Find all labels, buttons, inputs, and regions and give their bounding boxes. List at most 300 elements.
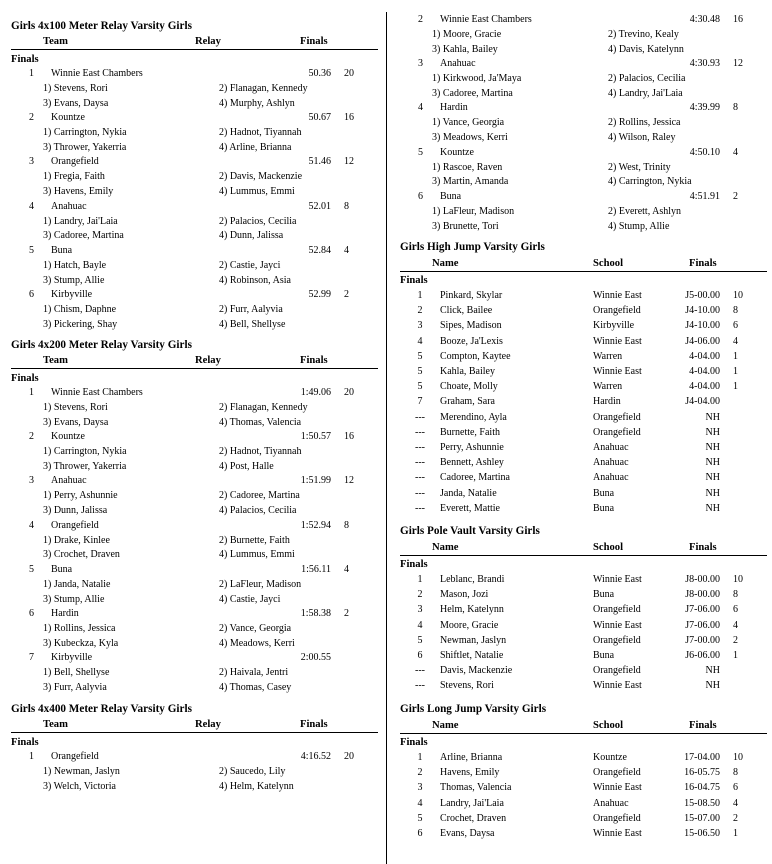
- athlete-name: Havens, Emily: [440, 767, 500, 779]
- points: 4: [344, 563, 349, 575]
- runner: 1) Vance, Georgia: [432, 117, 505, 129]
- school: Hardin: [593, 396, 621, 408]
- mark: 16-04.75: [684, 782, 720, 794]
- team-name: Kirbyville: [51, 652, 93, 664]
- mark: NH: [705, 442, 720, 453]
- mark: NH: [705, 457, 720, 469]
- col-header-team: Team: [43, 355, 68, 366]
- col-header-team: Team: [43, 36, 68, 47]
- runner: 4) Palacios, Cecilia: [219, 505, 297, 517]
- relay-time: 4:39.99: [689, 102, 720, 114]
- athlete-name: Newman, Jaslyn: [440, 634, 507, 646]
- place: ---: [415, 442, 425, 453]
- col-header-name: Name: [432, 720, 459, 731]
- athlete-name: Davis, Mackenzie: [440, 665, 513, 677]
- points: 16: [344, 112, 354, 124]
- team-name: Orangefield: [51, 751, 99, 762]
- mark: J8-00.00: [685, 574, 720, 585]
- school: Anahuac: [593, 797, 629, 809]
- athlete-name: Stevens, Rori: [440, 680, 494, 692]
- school: Winnie East: [593, 828, 642, 839]
- place: 1: [29, 387, 34, 398]
- place: 1: [417, 752, 423, 763]
- runner: 1) Rascoe, Raven: [432, 161, 503, 173]
- place: ---: [415, 502, 425, 514]
- event-title: Girls High Jump Varsity Girls: [400, 241, 545, 253]
- team-name: Hardin: [440, 102, 468, 114]
- place: 7: [29, 652, 34, 664]
- points: 10: [733, 574, 743, 585]
- points: 16: [733, 14, 743, 25]
- points: 1: [733, 366, 738, 377]
- runner: 3) Evans, Daysa: [43, 416, 109, 428]
- athlete-name: Booze, Ja'Lexis: [440, 335, 503, 347]
- school: Winnie East: [593, 782, 642, 794]
- athlete-name: Perry, Ashunnie: [440, 442, 504, 453]
- runner: 2) Burnette, Faith: [219, 534, 290, 546]
- mark: NH: [705, 665, 720, 677]
- round-label: Finals: [400, 275, 428, 286]
- runner: 2) Hadnot, Tiyannah: [219, 127, 302, 139]
- points: 16: [344, 431, 354, 443]
- school: Winnie East: [593, 680, 642, 692]
- points: 2: [733, 634, 738, 646]
- col-header-name: Name: [432, 542, 459, 553]
- round-label: Finals: [11, 373, 39, 384]
- place: ---: [415, 665, 425, 677]
- runner: 2) Castie, Jayci: [219, 259, 281, 271]
- col-header-school: School: [593, 720, 624, 731]
- place: 3: [29, 475, 34, 487]
- school: Orangefield: [593, 812, 641, 824]
- place: 2: [417, 767, 423, 779]
- points: 4: [733, 797, 738, 809]
- runner: 2) Flanagan, Kennedy: [219, 402, 308, 413]
- runner: 4) Lummus, Emmi: [219, 549, 295, 561]
- school: Anahuac: [593, 457, 629, 469]
- points: 20: [344, 68, 354, 79]
- place: 3: [417, 782, 423, 794]
- relay-time: 52.84: [308, 244, 331, 256]
- points: 2: [344, 289, 349, 300]
- runner: 1) Janda, Natalie: [43, 578, 111, 590]
- col-header-name: Name: [432, 258, 459, 269]
- relay-time: 2:00.55: [300, 652, 331, 664]
- runner: 2) Hadnot, Tiyannah: [219, 446, 302, 458]
- points: 12: [344, 475, 354, 487]
- place: 3: [417, 320, 423, 332]
- school: Orangefield: [593, 604, 641, 616]
- round-label: Finals: [11, 54, 39, 65]
- place: 5: [417, 812, 423, 824]
- event-title: Girls Pole Vault Varsity Girls: [400, 525, 540, 537]
- mark: 4-04.00: [689, 350, 720, 362]
- runner: 4) Meadows, Kerri: [219, 637, 295, 649]
- points: 10: [733, 290, 743, 301]
- school: Orangefield: [593, 426, 641, 438]
- header-rule: [11, 732, 378, 733]
- school: Winnie East: [593, 366, 642, 377]
- place: 1: [29, 68, 34, 79]
- athlete-name: Helm, Katelynn: [440, 604, 504, 616]
- place: 7: [417, 396, 423, 408]
- team-name: Winnie East Chambers: [51, 68, 143, 79]
- runner: 1) Kirkwood, Ja'Maya: [432, 73, 522, 85]
- mark: J4-04.00: [685, 396, 720, 408]
- relay-time: 1:51.99: [300, 475, 331, 487]
- place: 3: [29, 156, 34, 168]
- runner: 4) Carrington, Nykia: [608, 176, 692, 188]
- athlete-name: Janda, Natalie: [440, 487, 497, 499]
- athlete-name: Mason, Jozi: [440, 589, 489, 601]
- school: Orangefield: [593, 767, 641, 779]
- runner: 3) Furr, Aalyvia: [43, 681, 107, 693]
- team-name: Winnie East Chambers: [51, 387, 143, 398]
- place: 6: [418, 190, 423, 202]
- team-name: Buna: [440, 190, 462, 202]
- runner: 4) Wilson, Raley: [608, 132, 676, 144]
- runner: 2) Vance, Georgia: [219, 623, 292, 634]
- col-header-finals: Finals: [689, 720, 717, 731]
- points: 1: [733, 350, 738, 362]
- col-header-finals: Finals: [689, 542, 717, 553]
- mark: 4-04.00: [689, 366, 720, 377]
- points: 4: [344, 244, 349, 256]
- relay-time: 52.01: [308, 200, 331, 212]
- runner: 4) Arline, Brianna: [219, 141, 292, 153]
- place: 4: [417, 797, 423, 809]
- runner: 3) Stump, Allie: [43, 593, 105, 605]
- runner: 4) Davis, Katelynn: [608, 43, 684, 55]
- runner: 4) Helm, Katelynn: [219, 780, 294, 792]
- col-header-finals: Finals: [300, 355, 328, 366]
- runner: 1) Moore, Gracie: [432, 29, 502, 40]
- athlete-name: Shiftlet, Natalie: [440, 650, 504, 661]
- place: 3: [417, 604, 423, 616]
- relay-time: 4:30.48: [689, 14, 720, 25]
- place: 1: [417, 290, 423, 301]
- place: 6: [417, 828, 423, 839]
- runner: 4) Dunn, Jalissa: [219, 230, 284, 242]
- mark: J4-10.00: [685, 305, 720, 317]
- school: Anahuac: [593, 472, 629, 484]
- runner: 2) Palacios, Cecilia: [219, 215, 297, 227]
- mark: J7-06.00: [685, 619, 720, 631]
- runner: 2) Saucedo, Lily: [219, 766, 286, 777]
- athlete-name: Leblanc, Brandi: [440, 574, 505, 585]
- points: 8: [733, 767, 738, 779]
- runner: 2) Davis, Mackenzie: [219, 171, 303, 183]
- team-name: Orangefield: [51, 519, 99, 531]
- runner: 1) Stevens, Rori: [43, 402, 108, 413]
- relay-time: 4:50.10: [689, 146, 720, 158]
- runner: 3) Evans, Daysa: [43, 97, 109, 109]
- school: Winnie East: [593, 574, 642, 585]
- col-header-relay: Relay: [195, 36, 221, 47]
- runner: 4) Robinson, Asia: [219, 274, 291, 286]
- school: Winnie East: [593, 290, 642, 301]
- place: 2: [29, 431, 34, 443]
- points: 8: [344, 200, 349, 212]
- header-rule: [11, 368, 378, 369]
- athlete-name: Everett, Mattie: [440, 502, 500, 514]
- mark: J7-00.00: [685, 634, 720, 646]
- runner: 1) Hatch, Bayle: [43, 259, 107, 271]
- runner: 4) Lummus, Emmi: [219, 186, 295, 198]
- points: 6: [733, 782, 738, 794]
- place: 3: [418, 58, 423, 70]
- mark: J5-00.00: [685, 290, 720, 301]
- runner: 3) Crochet, Draven: [43, 549, 120, 561]
- points: 1: [733, 828, 738, 839]
- athlete-name: Merendino, Ayla: [440, 411, 507, 423]
- mark: NH: [705, 411, 720, 423]
- points: 4: [733, 146, 738, 158]
- runner: 1) Chism, Daphne: [43, 304, 117, 315]
- place: 5: [417, 366, 423, 377]
- points: 12: [344, 156, 354, 168]
- points: 1: [733, 381, 738, 393]
- runner: 3) Martin, Amanda: [432, 176, 509, 188]
- place: 2: [29, 112, 34, 124]
- school: Kirbyville: [593, 320, 635, 332]
- athlete-name: Bennett, Ashley: [440, 457, 504, 469]
- points: 20: [344, 387, 354, 398]
- points: 2: [733, 190, 738, 202]
- team-name: Kountze: [51, 112, 85, 124]
- place: ---: [415, 680, 425, 692]
- runner: 4) Stump, Allie: [608, 220, 670, 232]
- runner: 3) Kubeckza, Kyla: [43, 637, 119, 649]
- athlete-name: Landry, Jai'Laia: [440, 797, 504, 809]
- relay-time: 4:16.52: [300, 751, 331, 762]
- mark: J6-06.00: [685, 650, 720, 661]
- school: Buna: [593, 502, 615, 514]
- header-rule: [400, 271, 767, 272]
- place: 5: [29, 244, 34, 256]
- relay-time: 52.99: [308, 289, 331, 300]
- school: Orangefield: [593, 634, 641, 646]
- runner: 2) Palacios, Cecilia: [608, 73, 686, 85]
- relay-time: 4:51.91: [689, 190, 720, 202]
- place: 5: [418, 146, 423, 158]
- runner: 3) Welch, Victoria: [43, 780, 116, 792]
- place: ---: [415, 426, 425, 438]
- runner: 1) Carrington, Nykia: [43, 446, 127, 458]
- runner: 3) Pickering, Shay: [43, 318, 118, 330]
- runner: 4) Post, Halle: [219, 460, 274, 472]
- relay-time: 1:52.94: [300, 519, 331, 531]
- relay-time: 1:49.06: [300, 387, 331, 398]
- runner: 1) Rollins, Jessica: [43, 623, 116, 634]
- place: 6: [29, 289, 34, 300]
- runner: 4) Thomas, Valencia: [219, 416, 302, 428]
- runner: 3) Meadows, Kerri: [432, 132, 508, 144]
- place: 5: [417, 634, 423, 646]
- place: 4: [29, 200, 34, 212]
- runner: 2) Cadoree, Martina: [219, 490, 300, 502]
- athlete-name: Click, Bailee: [440, 305, 493, 317]
- col-header-school: School: [593, 258, 624, 269]
- place: 5: [29, 563, 34, 575]
- mark: NH: [705, 487, 720, 499]
- place: 6: [417, 650, 423, 661]
- school: Kountze: [593, 752, 627, 763]
- athlete-name: Pinkard, Skylar: [440, 290, 503, 301]
- column-divider: [386, 12, 387, 864]
- points: 12: [733, 58, 743, 70]
- team-name: Buna: [51, 563, 73, 575]
- runner: 1) Perry, Ashunnie: [43, 490, 118, 502]
- place: 4: [418, 102, 423, 114]
- points: 10: [733, 752, 743, 763]
- relay-time: 4:30.93: [689, 58, 720, 70]
- place: 2: [418, 14, 423, 25]
- mark: 15-07.00: [684, 812, 720, 824]
- athlete-name: Choate, Molly: [440, 381, 498, 393]
- runner: 2) Rollins, Jessica: [608, 117, 681, 129]
- place: 2: [417, 305, 423, 317]
- header-rule: [400, 733, 767, 734]
- runner: 3) Kahla, Bailey: [432, 43, 498, 55]
- team-name: Orangefield: [51, 156, 99, 168]
- team-name: Anahuac: [51, 200, 87, 212]
- team-name: Anahuac: [440, 58, 476, 70]
- runner: 3) Stump, Allie: [43, 274, 105, 286]
- points: 6: [733, 604, 738, 616]
- relay-time: 1:58.38: [300, 608, 331, 619]
- runner: 2) LaFleur, Madison: [219, 578, 302, 590]
- place: 6: [29, 608, 34, 619]
- event-title: Girls 4x100 Meter Relay Varsity Girls: [11, 20, 192, 32]
- athlete-name: Crochet, Draven: [440, 812, 507, 824]
- runner: 1) Newman, Jaslyn: [43, 766, 120, 777]
- relay-time: 50.67: [308, 112, 331, 124]
- runner: 3) Thrower, Yakerria: [43, 141, 127, 153]
- athlete-name: Sipes, Madison: [440, 320, 502, 332]
- event-title: Girls 4x400 Meter Relay Varsity Girls: [11, 703, 192, 715]
- mark: J4-06.00: [685, 335, 720, 347]
- runner: 4) Thomas, Casey: [219, 681, 292, 693]
- place: 1: [29, 751, 34, 762]
- points: 8: [733, 102, 738, 114]
- col-header-finals: Finals: [300, 719, 328, 730]
- athlete-name: Burnette, Faith: [440, 426, 500, 438]
- runner: 3) Havens, Emily: [43, 186, 114, 198]
- place: 5: [417, 381, 423, 393]
- team-name: Kirbyville: [51, 289, 93, 300]
- runner: 1) Landry, Jai'Laia: [43, 215, 118, 227]
- athlete-name: Compton, Kaytee: [440, 350, 511, 362]
- runner: 3) Brunette, Tori: [432, 220, 499, 232]
- team-name: Kountze: [440, 146, 474, 158]
- school: Orangefield: [593, 305, 641, 317]
- runner: 2) Furr, Aalyvia: [219, 304, 283, 315]
- school: Buna: [593, 650, 615, 661]
- mark: 17-04.00: [684, 752, 720, 763]
- header-rule: [11, 49, 378, 50]
- mark: NH: [705, 680, 720, 692]
- athlete-name: Graham, Sara: [440, 396, 495, 408]
- mark: NH: [705, 502, 720, 514]
- points: 2: [344, 608, 349, 619]
- runner: 2) Everett, Ashlyn: [608, 205, 682, 217]
- points: 1: [733, 650, 738, 661]
- place: 2: [417, 589, 423, 601]
- place: 1: [417, 574, 423, 585]
- col-header-relay: Relay: [195, 355, 221, 366]
- runner: 2) West, Trinity: [608, 161, 671, 173]
- school: Winnie East: [593, 619, 642, 631]
- col-header-school: School: [593, 542, 624, 553]
- runner: 2) Flanagan, Kennedy: [219, 83, 308, 94]
- round-label: Finals: [11, 737, 39, 748]
- runner: 2) Haivala, Jentri: [219, 667, 289, 679]
- team-name: Hardin: [51, 608, 79, 619]
- school: Warren: [593, 381, 623, 393]
- athlete-name: Kahla, Bailey: [440, 366, 495, 377]
- athlete-name: Thomas, Valencia: [440, 782, 512, 794]
- school: Orangefield: [593, 411, 641, 423]
- runner: 3) Dunn, Jalissa: [43, 505, 108, 517]
- team-name: Buna: [51, 244, 73, 256]
- athlete-name: Evans, Daysa: [440, 828, 495, 839]
- runner: 3) Cadoree, Martina: [432, 87, 513, 99]
- points: 6: [733, 320, 738, 332]
- athlete-name: Cadoree, Martina: [440, 472, 510, 484]
- team-name: Kountze: [51, 431, 85, 443]
- runner: 3) Cadoree, Martina: [43, 230, 124, 242]
- runner: 4) Castie, Jayci: [219, 593, 281, 605]
- points: 8: [733, 305, 738, 317]
- points: 20: [344, 751, 354, 762]
- mark: NH: [705, 426, 720, 438]
- school: Anahuac: [593, 442, 629, 453]
- place: 4: [29, 519, 34, 531]
- school: Warren: [593, 350, 623, 362]
- place: ---: [415, 487, 425, 499]
- place: ---: [415, 472, 425, 484]
- runner: 1) Stevens, Rori: [43, 83, 108, 94]
- runner: 1) Carrington, Nykia: [43, 127, 127, 139]
- team-name: Winnie East Chambers: [440, 14, 532, 25]
- col-header-finals: Finals: [689, 258, 717, 269]
- points: 4: [733, 335, 738, 347]
- school: Buna: [593, 589, 615, 601]
- mark: 16-05.75: [684, 767, 720, 779]
- relay-time: 1:56.11: [301, 563, 331, 575]
- place: ---: [415, 457, 425, 469]
- mark: J7-06.00: [685, 604, 720, 616]
- place: 4: [417, 335, 423, 347]
- athlete-name: Moore, Gracie: [440, 619, 499, 631]
- runner: 4) Bell, Shellyse: [219, 318, 286, 330]
- runner: 2) Trevino, Kealy: [608, 29, 679, 40]
- runner: 1) Fregia, Faith: [43, 171, 105, 183]
- runner: 1) Drake, Kinlee: [43, 534, 110, 546]
- mark: 4-04.00: [689, 381, 720, 393]
- mark: 15-06.50: [684, 828, 720, 839]
- points: 8: [733, 589, 738, 601]
- event-title: Girls Long Jump Varsity Girls: [400, 703, 547, 715]
- event-title: Girls 4x200 Meter Relay Varsity Girls: [11, 339, 192, 351]
- relay-time: 51.46: [308, 156, 331, 168]
- runner: 1) LaFleur, Madison: [432, 205, 515, 217]
- relay-time: 1:50.57: [300, 431, 331, 443]
- runner: 1) Bell, Shellyse: [43, 667, 110, 679]
- round-label: Finals: [400, 737, 428, 748]
- school: Orangefield: [593, 665, 641, 677]
